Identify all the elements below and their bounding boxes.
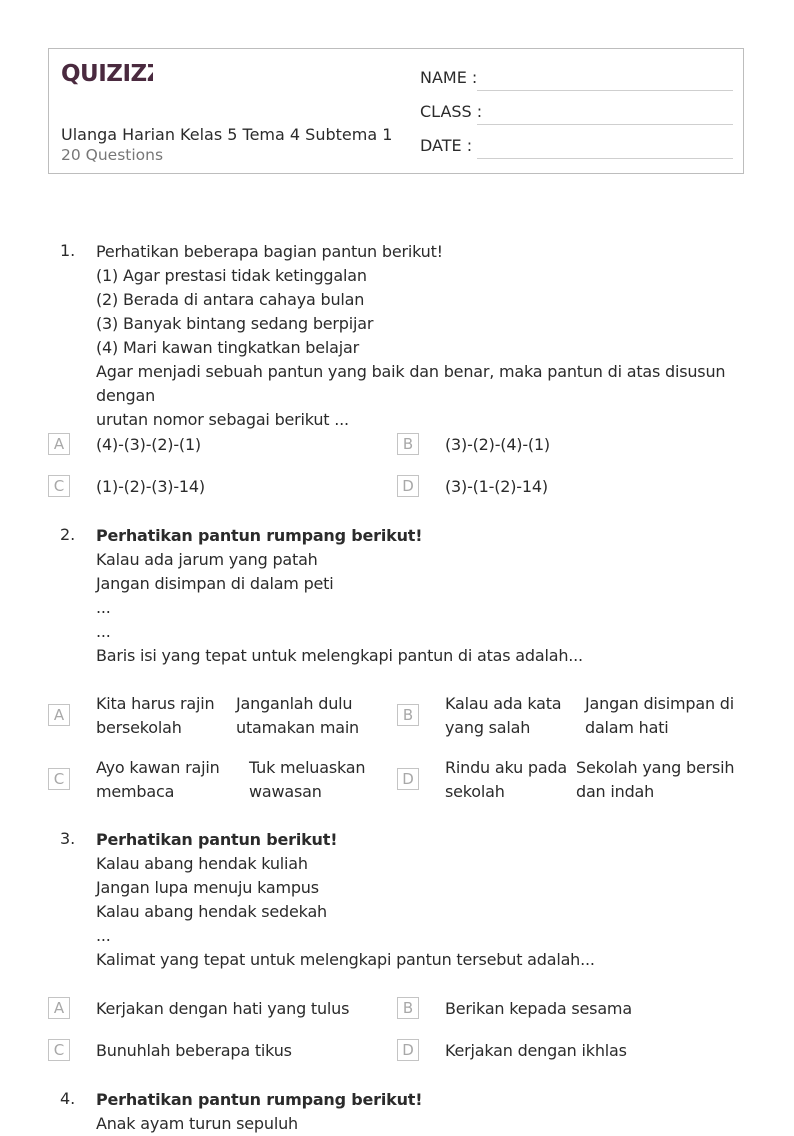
option-text: Bunuhlah beberapa tikus (96, 1041, 292, 1060)
question-number: 1. (60, 241, 76, 260)
option-text: (3)-(1-(2)-14) (445, 477, 548, 496)
question-line: (2) Berada di antara cahaya bulan (96, 290, 365, 309)
name-label: NAME : (420, 68, 478, 87)
option-line: Jangan disimpan di (585, 694, 735, 713)
question-count: 20 Questions (61, 146, 164, 164)
question-heading: Perhatikan pantun berikut! (96, 830, 338, 849)
worksheet-header (48, 48, 744, 174)
question-line: (4) Mari kawan tingkatkan belajar (96, 338, 359, 357)
option-line: wawasan (249, 782, 322, 801)
question-line: Kalau ada jarum yang patah (96, 550, 318, 569)
option-line: sekolah (445, 782, 505, 801)
question-line: Jangan disimpan di dalam peti (96, 574, 334, 593)
option-text: (4)-(3)-(2)-(1) (96, 435, 201, 454)
question-heading: Perhatikan pantun rumpang berikut! (96, 1090, 423, 1109)
option-box-a[interactable]: A (48, 997, 70, 1019)
option-line: Rindu aku pada (445, 758, 568, 777)
svg-text:QUIZIZZ: QUIZIZZ (61, 61, 153, 87)
question-1-text (96, 240, 746, 432)
quizizz-logo-icon (61, 59, 153, 87)
question-line: urutan nomor sebagai berikut ... (96, 410, 349, 429)
option-line: Sekolah yang bersih (576, 758, 735, 777)
option-line-col2 (249, 756, 365, 804)
question-line: Agar menjadi sebuah pantun yang baik dan benar, maka pantun di atas disusun dengan (96, 362, 726, 405)
question-line: Anak ayam turun sepuluh (96, 1114, 298, 1133)
class-line (477, 124, 733, 125)
option-box-d[interactable]: D (397, 768, 419, 790)
class-field[interactable] (420, 102, 482, 121)
quizizz-logo (61, 59, 153, 91)
question-line: Perhatikan beberapa bagian pantun berikut! (96, 242, 443, 261)
question-line: Jangan lupa menuju kampus (96, 878, 319, 897)
question-line: Kalau abang hendak kuliah (96, 854, 308, 873)
option-box-a[interactable]: A (48, 433, 70, 455)
question-heading: Perhatikan pantun rumpang berikut! (96, 526, 423, 545)
question-line: ... (96, 598, 111, 617)
option-box-d[interactable]: D (397, 1039, 419, 1061)
question-3-text (96, 828, 746, 972)
question-4-text (96, 1088, 746, 1136)
option-line: yang salah (445, 718, 531, 737)
date-line (477, 158, 733, 159)
question-line: Baris isi yang tepat untuk melengkapi pantun di atas adalah... (96, 646, 583, 665)
option-box-b[interactable]: B (397, 997, 419, 1019)
quiz-title: Ulanga Harian Kelas 5 Tema 4 Subtema 1 (61, 125, 393, 144)
option-line: Tuk meluaskan (249, 758, 366, 777)
option-box-c[interactable]: C (48, 475, 70, 497)
option-line: membaca (96, 782, 175, 801)
option-box-a[interactable]: A (48, 704, 70, 726)
question-2-text (96, 524, 746, 668)
question-line: Kalau abang hendak sedekah (96, 902, 327, 921)
question-line: (1) Agar prestasi tidak ketinggalan (96, 266, 367, 285)
question-number: 2. (60, 525, 76, 544)
question-line: Kalimat yang tepat untuk melengkapi pantun tersebut adalah... (96, 950, 595, 969)
option-line-col1 (445, 692, 561, 740)
option-line: Janganlah dulu (236, 694, 353, 713)
option-text: Kerjakan dengan ikhlas (445, 1041, 627, 1060)
question-line: (3) Banyak bintang sedang berpijar (96, 314, 374, 333)
question-number: 4. (60, 1089, 76, 1108)
question-number: 3. (60, 829, 76, 848)
option-text: Berikan kepada sesama (445, 999, 632, 1018)
class-label: CLASS : (420, 102, 483, 121)
date-label: DATE : (420, 136, 473, 155)
option-line-col1 (96, 756, 220, 804)
date-field[interactable] (420, 136, 472, 155)
option-line: dalam hati (585, 718, 669, 737)
option-box-c[interactable]: C (48, 1039, 70, 1061)
option-line: Ayo kawan rajin (96, 758, 220, 777)
option-line-col2 (576, 756, 734, 804)
option-box-b[interactable]: B (397, 704, 419, 726)
option-box-b[interactable]: B (397, 433, 419, 455)
option-box-c[interactable]: C (48, 768, 70, 790)
option-line-col2 (236, 692, 359, 740)
option-line: Kalau ada kata (445, 694, 562, 713)
option-text: Kerjakan dengan hati yang tulus (96, 999, 350, 1018)
question-line: ... (96, 622, 111, 641)
question-line: ... (96, 926, 111, 945)
option-box-d[interactable]: D (397, 475, 419, 497)
option-line: Kita harus rajin (96, 694, 215, 713)
name-field[interactable] (420, 68, 477, 87)
name-line (477, 90, 733, 91)
option-text: (3)-(2)-(4)-(1) (445, 435, 550, 454)
option-line: dan indah (576, 782, 655, 801)
option-line-col1 (96, 692, 214, 740)
option-line: bersekolah (96, 718, 182, 737)
option-text: (1)-(2)-(3)-14) (96, 477, 205, 496)
option-line-col2 (585, 692, 734, 740)
option-line: utamakan main (236, 718, 360, 737)
option-line-col1 (445, 756, 567, 804)
